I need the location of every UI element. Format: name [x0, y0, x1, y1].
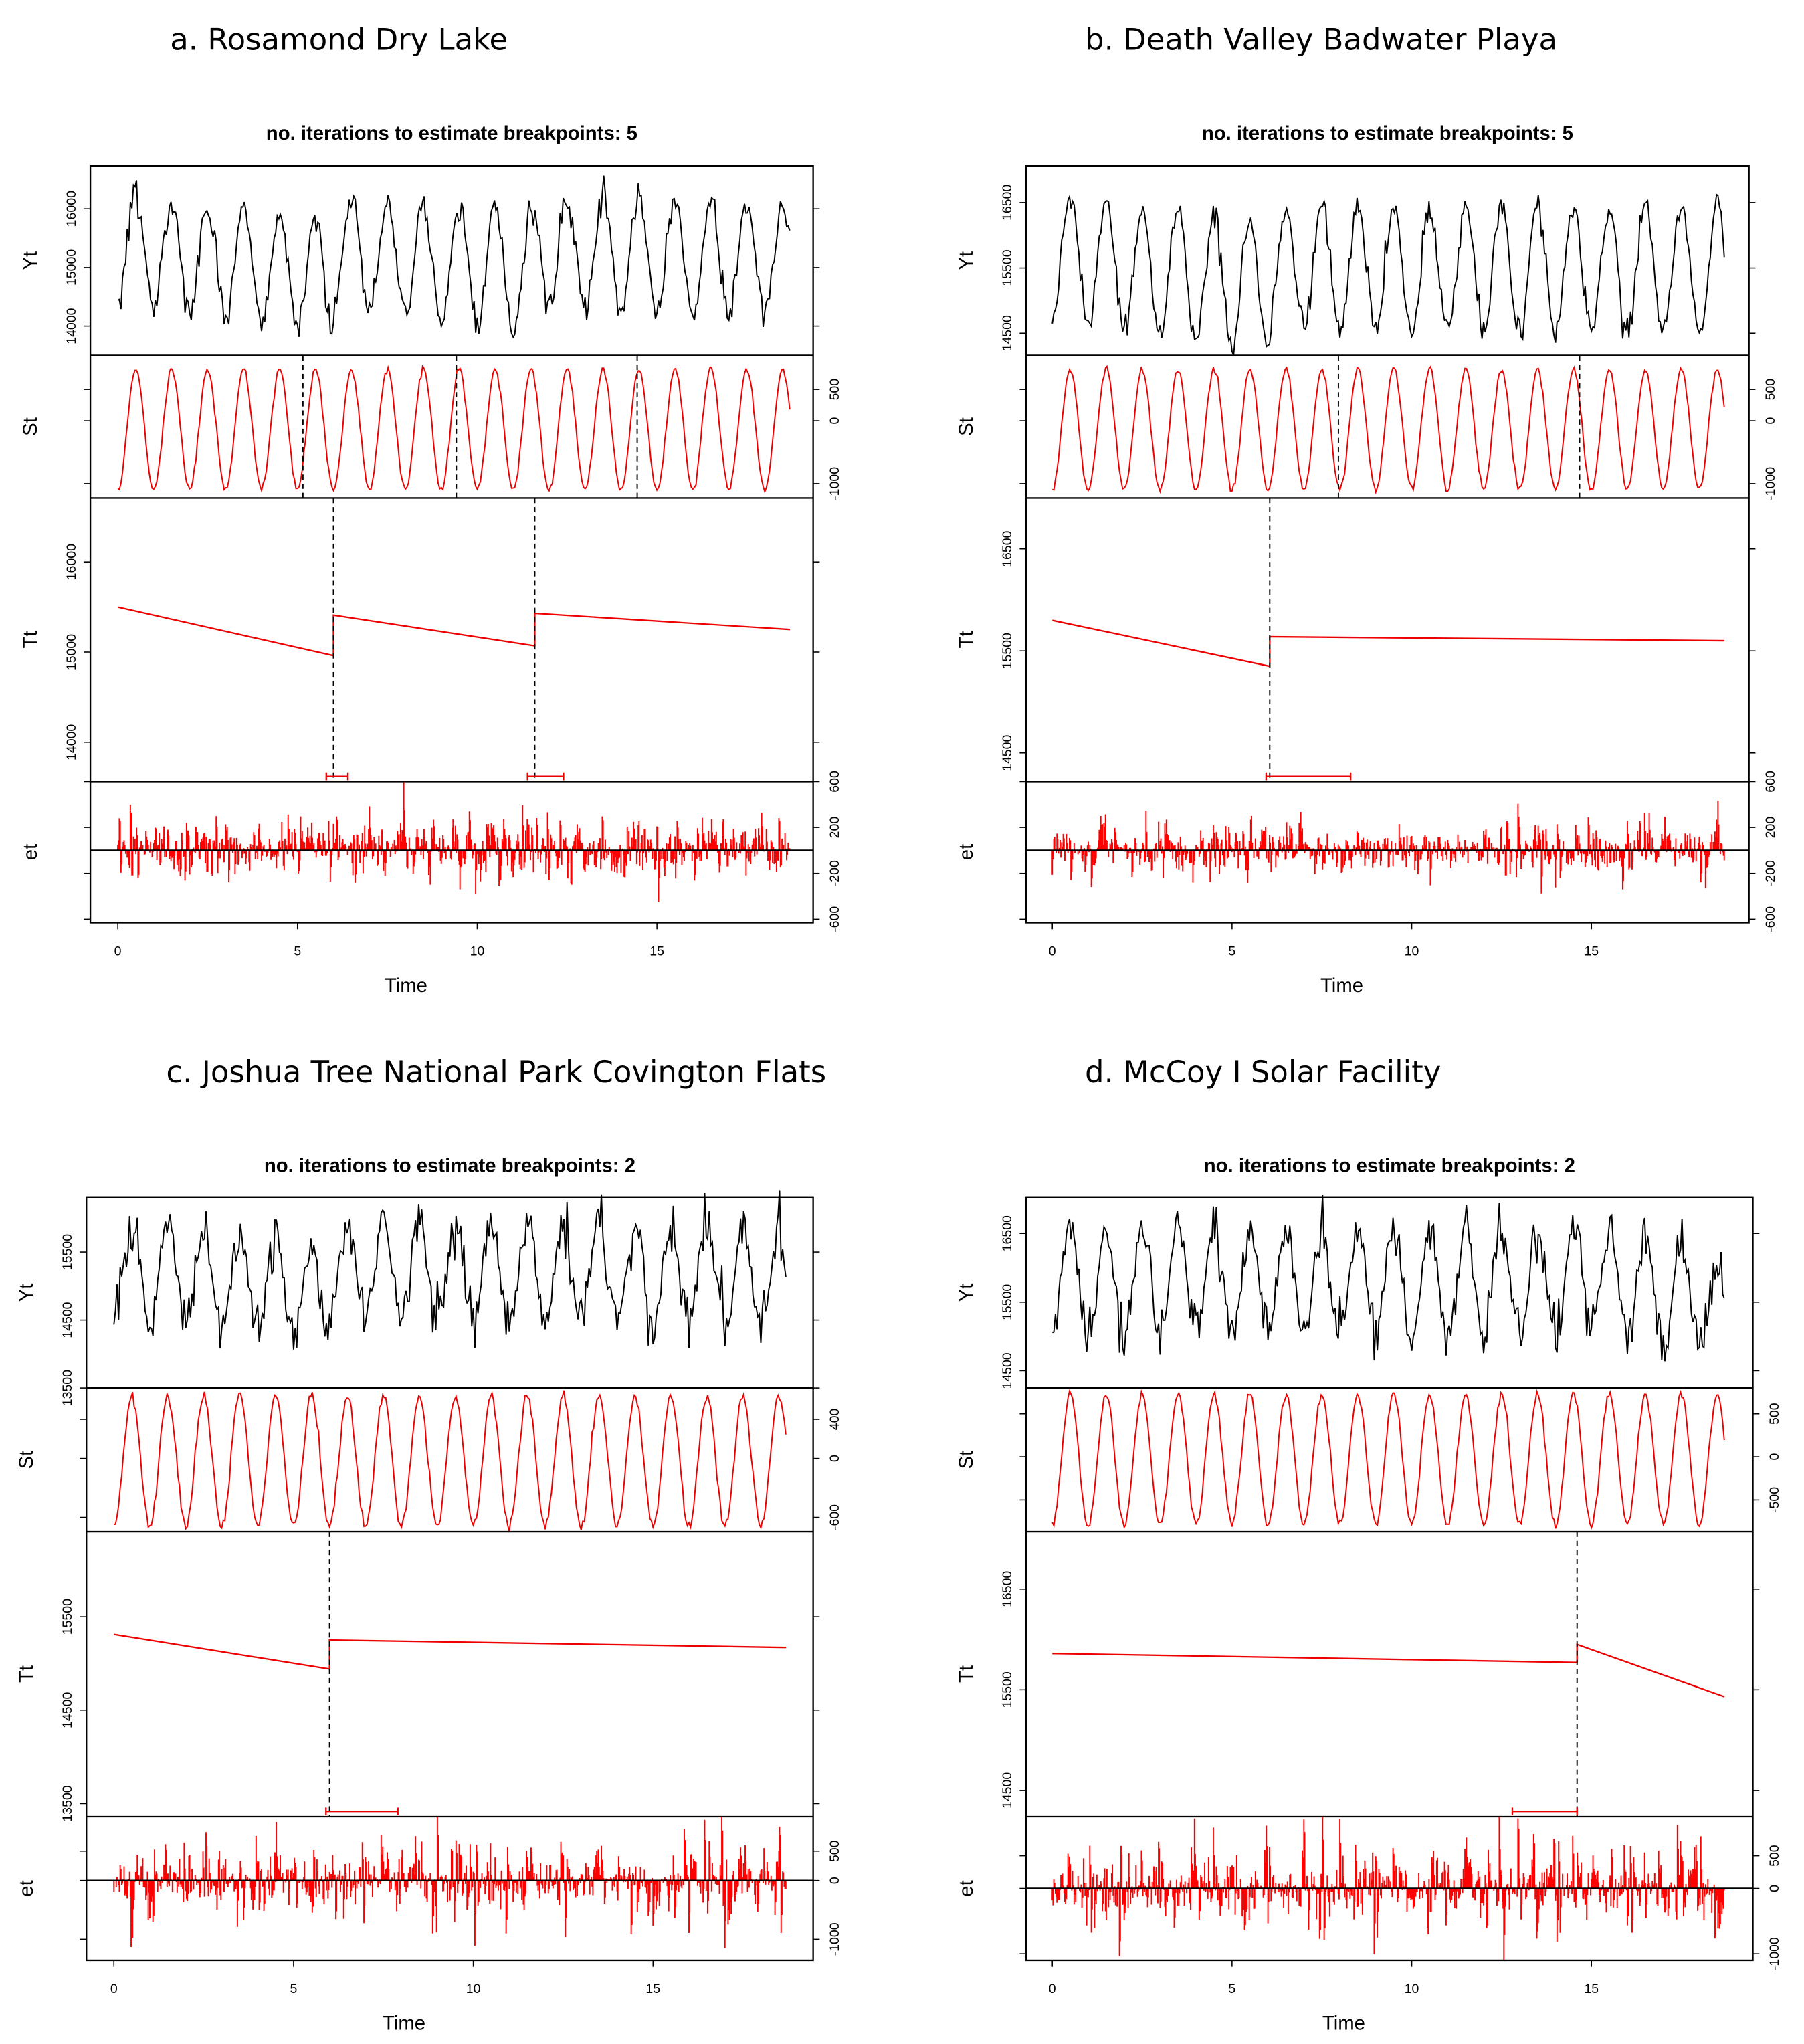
y-axis-label: Yt: [955, 251, 977, 270]
y-tick-label: -1000: [1763, 466, 1779, 500]
y-tick-label: 600: [827, 771, 843, 793]
chart-0: [19, 21, 842, 997]
breakpoint-confidence-interval: [1266, 773, 1350, 781]
y-tick-label: 13500: [60, 1369, 76, 1407]
panel-Tt: [955, 1532, 1759, 1817]
y-axis-label: St: [19, 417, 41, 436]
panel-et: [955, 771, 1778, 932]
x-tick-label: 5: [294, 944, 302, 959]
panel-Yt: [15, 1190, 819, 1406]
y-axis-label: Tt: [955, 631, 977, 649]
y-tick-label: 15500: [60, 1233, 76, 1271]
y-tick-label: 500: [827, 1840, 843, 1863]
x-axis-label: Time: [1320, 975, 1364, 997]
breakpoint-confidence-interval: [1512, 1807, 1577, 1815]
y-tick-label: 15500: [60, 1598, 76, 1635]
st-series: [118, 367, 790, 492]
x-tick-label: 0: [110, 1981, 118, 1997]
chart-title: no. iterations to estimate breakpoints: 5: [1201, 122, 1573, 145]
panel-Yt: [19, 166, 820, 344]
y-axis-label: Yt: [19, 251, 41, 270]
x-axis-label: Time: [1322, 2012, 1365, 2035]
y-tick-label: 400: [827, 1408, 843, 1431]
plot-frame: [1026, 166, 1749, 922]
y-tick-label: -600: [827, 906, 843, 932]
y-tick-label: 600: [1763, 771, 1779, 793]
x-tick-label: 5: [1228, 944, 1236, 959]
y-tick-label: 15500: [999, 633, 1015, 670]
y-axis-label: et: [955, 1880, 977, 1897]
plot-frame: [90, 166, 813, 922]
y-tick-label: 0: [1763, 417, 1779, 425]
y-tick-label: 500: [827, 378, 843, 401]
chart-title: no. iterations to estimate breakpoints: 2: [264, 1154, 635, 1177]
st-series: [114, 1391, 786, 1532]
y-tick-label: -1000: [827, 466, 843, 500]
y-tick-label: -200: [827, 860, 843, 887]
x-tick-label: 15: [1584, 944, 1599, 959]
x-tick-label: 0: [1048, 944, 1056, 959]
tt-series: [1052, 621, 1724, 667]
y-tick-label: 14500: [999, 315, 1015, 352]
y-tick-label: -500: [1767, 1486, 1782, 1513]
y-tick-label: 14500: [999, 1772, 1015, 1809]
chart-1: [955, 21, 1778, 997]
y-axis-label: et: [19, 843, 41, 861]
et-series: [114, 1817, 786, 1948]
tt-series: [114, 1635, 786, 1669]
y-tick-label: 16000: [64, 191, 79, 227]
y-tick-label: 16500: [999, 530, 1015, 567]
y-tick-label: -1000: [1767, 1937, 1782, 1971]
y-tick-label: 200: [1763, 816, 1779, 839]
y-tick-label: 16500: [999, 184, 1015, 221]
y-tick-label: -600: [1763, 906, 1779, 932]
y-tick-label: 15500: [999, 1671, 1015, 1708]
panel-et: [15, 1817, 842, 1956]
y-tick-label: -200: [1763, 860, 1779, 887]
tt-series: [118, 607, 790, 656]
panel-Tt: [955, 498, 1756, 781]
panel-St: [19, 355, 842, 500]
yt-series: [1052, 1195, 1724, 1362]
y-tick-label: 14500: [60, 1302, 76, 1338]
x-tick-label: 0: [114, 944, 122, 959]
y-axis-label: St: [15, 1450, 38, 1469]
y-axis-label: Tt: [955, 1665, 977, 1683]
st-series: [1052, 367, 1724, 492]
panel-et: [19, 771, 842, 932]
panel-Yt: [955, 166, 1756, 355]
x-tick-label: 15: [649, 944, 664, 959]
panel-Tt: [19, 498, 820, 781]
x-tick-label: 10: [1404, 944, 1419, 959]
y-tick-label: 500: [1767, 1403, 1782, 1425]
y-tick-label: 0: [827, 1455, 843, 1463]
tt-series: [1052, 1645, 1724, 1697]
y-tick-label: 16500: [999, 1570, 1015, 1607]
x-tick-label: 10: [1404, 1981, 1419, 1997]
x-tick-label: 0: [1048, 1981, 1056, 1997]
x-tick-label: 15: [645, 1981, 661, 1997]
y-axis-label: et: [15, 1880, 38, 1897]
panel-label: a. Rosamond Dry Lake: [170, 21, 508, 58]
y-tick-label: 0: [1767, 1885, 1782, 1892]
panel-St: [15, 1388, 842, 1531]
x-axis-label: Time: [384, 975, 427, 997]
x-tick-label: 15: [1584, 1981, 1599, 1997]
y-tick-label: 14000: [64, 724, 79, 760]
panel-et: [955, 1817, 1782, 1970]
y-tick-label: 0: [827, 1877, 843, 1885]
x-tick-label: 5: [1228, 1981, 1236, 1997]
x-axis-label: Time: [383, 2012, 426, 2035]
y-tick-label: 14500: [999, 734, 1015, 771]
panel-Tt: [15, 1532, 819, 1822]
y-axis-label: St: [955, 1450, 977, 1469]
y-tick-label: 16500: [999, 1215, 1015, 1252]
y-axis-label: Tt: [19, 631, 41, 649]
breakpoint-confidence-interval: [528, 773, 564, 781]
y-tick-label: 15000: [64, 633, 79, 671]
x-tick-label: 5: [290, 1981, 298, 1997]
y-tick-label: 15500: [999, 249, 1015, 286]
y-tick-label: 16000: [64, 544, 79, 581]
et-series: [1052, 801, 1724, 894]
panel-St: [955, 1388, 1782, 1528]
x-tick-label: 10: [470, 944, 485, 959]
breakpoint-confidence-interval: [326, 1807, 397, 1815]
y-tick-label: 0: [827, 417, 843, 425]
breakpoint-confidence-interval: [326, 773, 348, 781]
panel-St: [955, 355, 1778, 500]
y-tick-label: 0: [1767, 1453, 1782, 1461]
chart-title: no. iterations to estimate breakpoints: 2: [1203, 1154, 1575, 1177]
panel-label: c. Joshua Tree National Park Covington Flats: [166, 1053, 827, 1090]
et-series: [118, 782, 790, 902]
y-tick-label: 15000: [64, 249, 79, 286]
panel-label: b. Death Valley Badwater Playa: [1085, 21, 1558, 58]
plot-frame: [1026, 1197, 1752, 1960]
y-axis-label: Tt: [15, 1665, 38, 1683]
y-tick-label: 14500: [999, 1352, 1015, 1389]
y-tick-label: 14000: [64, 308, 79, 344]
y-axis-label: St: [955, 417, 977, 436]
y-tick-label: 14500: [60, 1692, 76, 1728]
y-axis-label: Yt: [955, 1283, 977, 1302]
y-tick-label: 15500: [999, 1284, 1015, 1320]
yt-series: [118, 176, 790, 338]
panel-Yt: [955, 1195, 1759, 1389]
y-tick-label: 13500: [60, 1785, 76, 1822]
panel-label: d. McCoy I Solar Facility: [1085, 1053, 1441, 1090]
y-tick-label: 200: [827, 816, 843, 839]
yt-series: [114, 1190, 786, 1349]
chart-title: no. iterations to estimate breakpoints: 5: [266, 122, 637, 145]
chart-3: [955, 1054, 1782, 2035]
y-tick-label: 500: [1767, 1845, 1782, 1867]
st-series: [1052, 1391, 1724, 1529]
y-axis-label: Yt: [15, 1283, 38, 1302]
yt-series: [1052, 195, 1724, 355]
y-axis-label: et: [955, 843, 977, 861]
y-tick-label: -600: [827, 1504, 843, 1531]
y-tick-label: 500: [1763, 378, 1779, 401]
x-tick-label: 10: [466, 1981, 481, 1997]
chart-2: [15, 1054, 842, 2035]
y-tick-label: -1000: [827, 1922, 843, 1956]
